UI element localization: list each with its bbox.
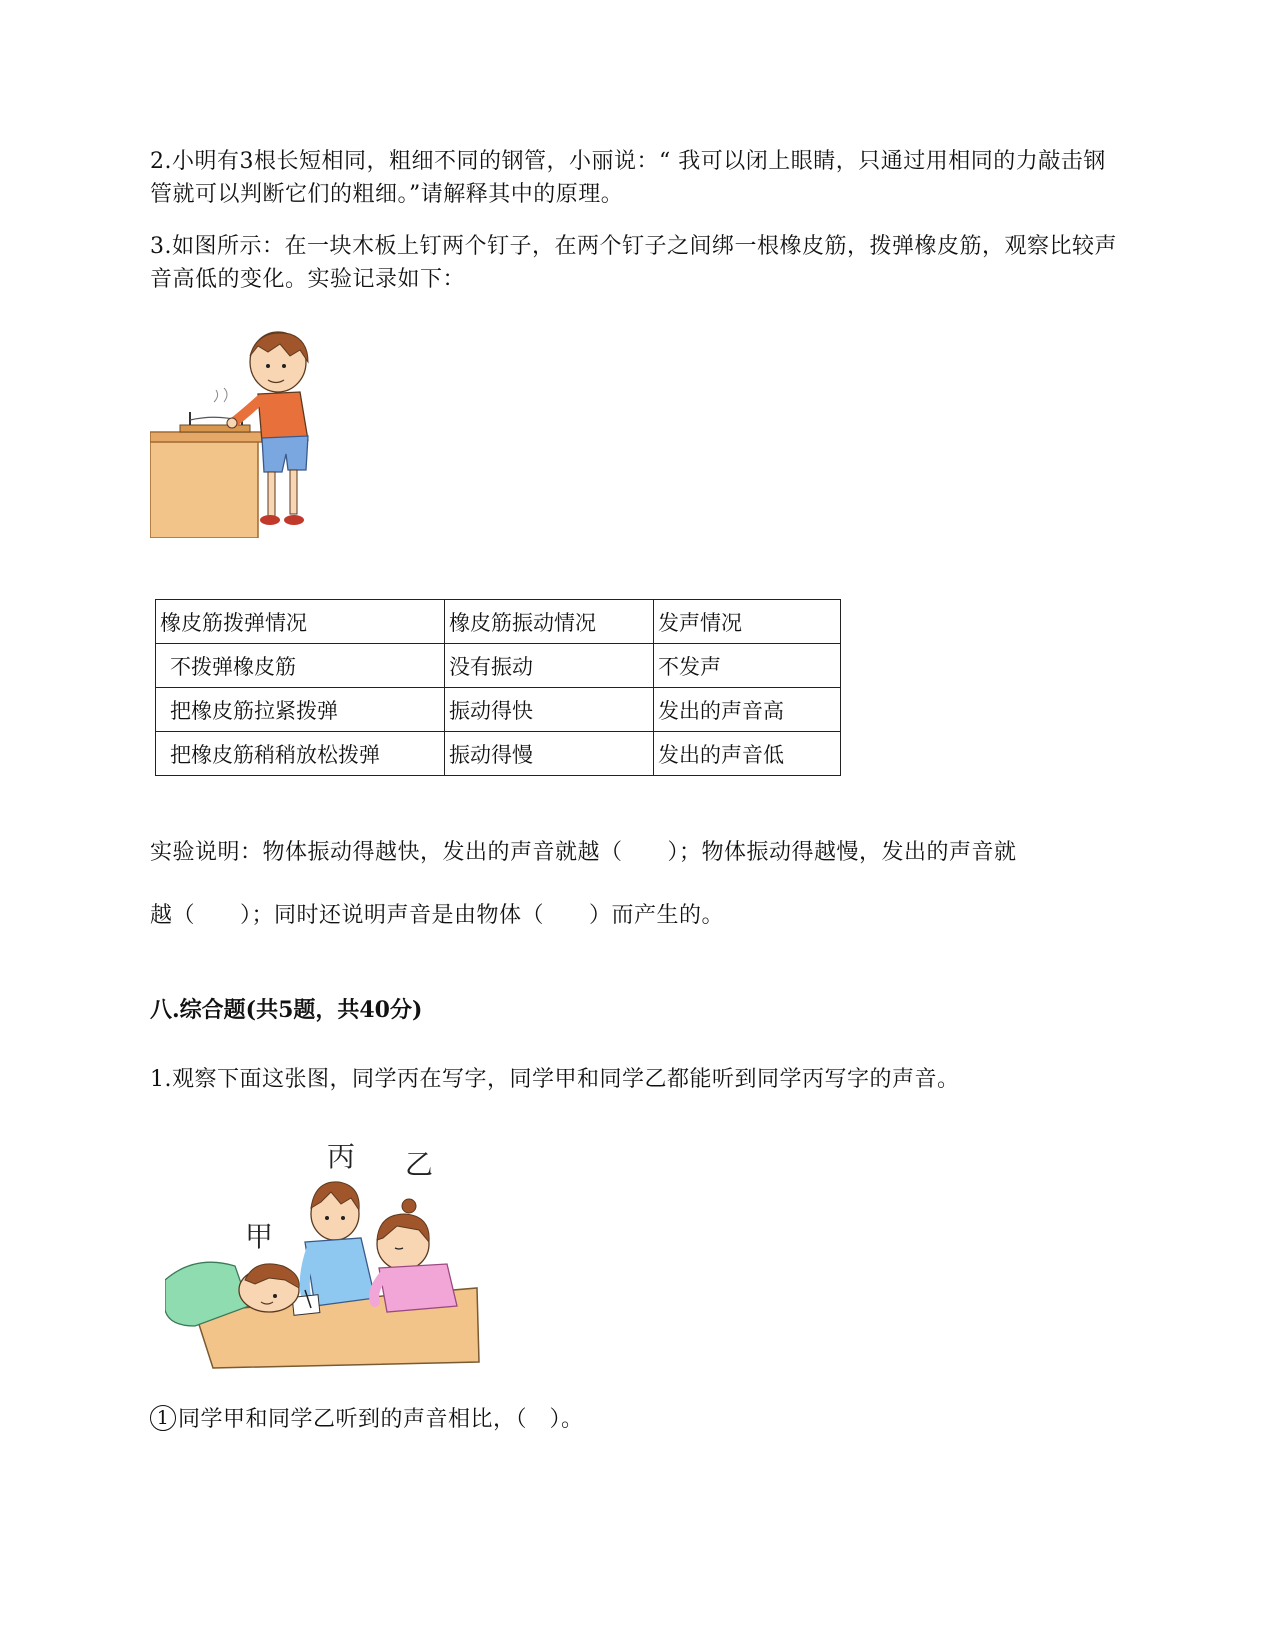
table-cell: 振动得快 — [445, 688, 654, 732]
table-cell: 不拨弹橡皮筋 — [156, 644, 445, 688]
question-3-text: 3.如图所示：在一块木板上钉两个钉子，在两个钉子之间绑一根橡皮筋，拨弹橡皮筋，观察比较声音高低的变化。实验记录如下： — [150, 234, 1117, 292]
question-8-1-sub-1 — [150, 1403, 1120, 1436]
table-cell: 发出的声音低 — [654, 732, 841, 776]
boy-plucking-rubber-band-illustration — [150, 330, 315, 538]
section-8-heading: 八.综合题(共5题，共40分) — [150, 997, 423, 1023]
table-cell: 把橡皮筋稍稍放松拨弹 — [156, 732, 445, 776]
table-row — [156, 644, 841, 688]
boy-shirt — [258, 392, 308, 442]
label-yi: 乙 — [405, 1148, 434, 1181]
table-cell: 振动得慢 — [445, 732, 654, 776]
table-header-cell: 橡皮筋振动情况 — [445, 600, 654, 644]
table-header-cell: 发声情况 — [654, 600, 841, 644]
label-jia: 甲 — [245, 1220, 274, 1253]
circled-number-1: 1 — [150, 1405, 176, 1431]
experiment-record-table — [155, 599, 841, 776]
table-cell: 不发声 — [654, 644, 841, 688]
table-cell: 发出的声音高 — [654, 688, 841, 732]
question-2-text: 2.小明有3根长短相同，粗细不同的钢管，小丽说：“ 我可以闭上眼睛，只通过用相同的力敲击钢管就可以判断它们的粗细。”请解释其中的原理。 — [150, 149, 1106, 207]
experiment-explanation-line-2: 越（ ）；同时还说明声音是由物体（ ）而产生的。 — [150, 903, 725, 928]
sound-lines — [214, 388, 227, 402]
question-8-1-text: 1.观察下面这张图，同学丙在写字，同学甲和同学乙都能听到同学丙写字的声音。 — [150, 1067, 960, 1092]
experiment-explanation-line-1: 实验说明：物体振动得越快，发出的声音就越（ ）；物体振动得越慢，发出的声音就 — [150, 840, 1017, 865]
table-row — [156, 732, 841, 776]
wooden-board — [180, 425, 250, 432]
desk — [150, 438, 258, 538]
label-bing: 丙 — [327, 1140, 356, 1173]
three-students-illustration — [165, 1130, 485, 1375]
table-cell: 没有振动 — [445, 644, 654, 688]
question-8-1-sub-1-text: 同学甲和同学乙听到的声音相比，（ ）。 — [178, 1407, 584, 1432]
desk-top — [150, 432, 262, 442]
table-header-cell: 橡皮筋拨弹情况 — [156, 600, 445, 644]
table-row — [156, 688, 841, 732]
table-header-row — [156, 600, 841, 644]
boy-shorts — [262, 436, 308, 472]
table-cell: 把橡皮筋拉紧拨弹 — [156, 688, 445, 732]
student-yi-shirt — [379, 1264, 457, 1312]
